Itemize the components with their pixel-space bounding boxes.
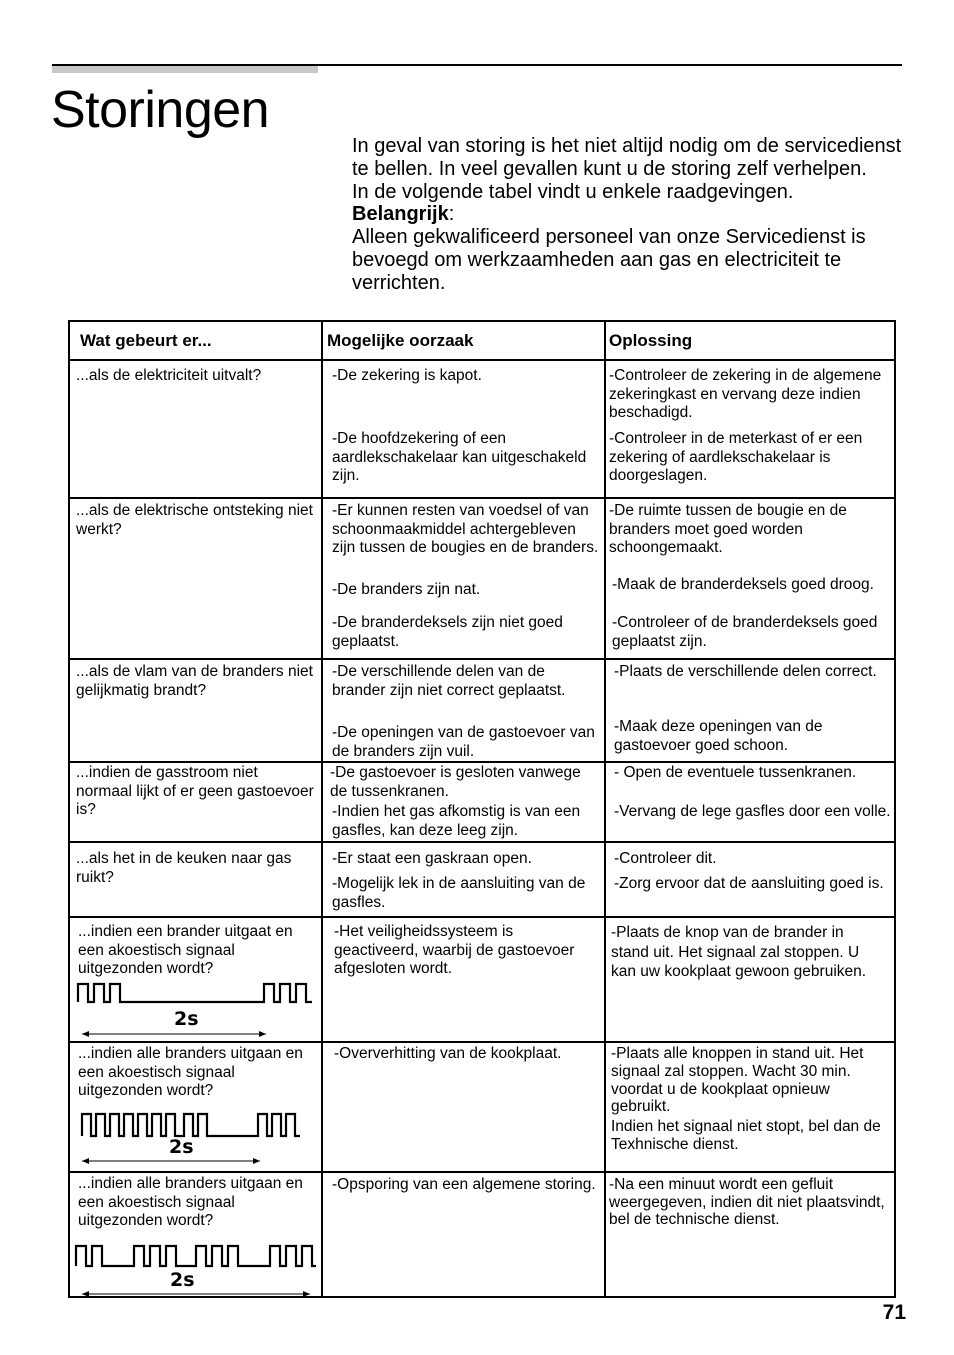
row4-what: ...indien de gasstroom niet normaal lijkt of er geen gastoevoer is? <box>76 764 314 818</box>
row8-solution-1: -Na een minuut wordt een gefluit weergegeven, indien dit niet plaatsvindt, bel de technische dienst. <box>609 1176 885 1228</box>
row7-solution-2: Indien het signaal niet stopt, bel dan de Texhnische dienst. <box>611 1118 881 1153</box>
row6-cause-1: -Het veiligheidssysteem is geactiveerd, waarbij de gastoevoer afgesloten wordt. <box>334 923 575 977</box>
row4-solution-2: -Vervang de lege gasfles door een volle. <box>614 803 891 820</box>
header-what: Wat gebeurt er... <box>80 331 212 350</box>
row6-what: ...indien een brander uitgaat en een akoestisch signaal uitgezonden wordt? <box>78 923 293 977</box>
page-title: Storingen <box>51 81 270 139</box>
row-divider <box>70 658 894 660</box>
row5-solution-1: -Controleer dit. <box>614 850 717 867</box>
row4-cause-2: -Indien het gas afkomstig is van een gasfles, kan deze leeg zijn. <box>332 803 581 839</box>
row7-solution-1: -Plaats alle knoppen in stand uit. Het signaal zal stoppen. Wacht 30 min. voordat u de kookplaat opnieuw gebruikt. <box>611 1045 864 1116</box>
beep-signal-diagram <box>76 978 320 1038</box>
signal-duration-label: 2s <box>169 1136 194 1158</box>
intro-paragraph-2: In de volgende tabel vindt u enkele raadgevingen. <box>352 180 794 203</box>
row2-what: ...als de elektrische ontsteking niet werkt? <box>76 502 313 538</box>
row1-solution-1: -Controleer de zekering in de algemene zekeringkast en vervang deze indien beschadigd. <box>609 367 882 421</box>
row2-cause-2: -De branders zijn nat. <box>332 581 481 598</box>
row5-cause-2: -Mogelijk lek in de aansluiting van de gasfles. <box>332 875 586 911</box>
intro-text <box>352 135 912 295</box>
row3-cause-2: -De openingen van de gastoevoer van de branders zijn vuil. <box>332 724 595 760</box>
header-cause: Mogelijke oorzaak <box>327 331 474 350</box>
row2-solution-1: -De ruimte tussen de bougie en de branders moet goed worden schoongemaakt. <box>609 502 847 556</box>
important-colon: : <box>448 203 455 226</box>
row2-solution-3: -Controleer of de branderdeksels goed geplaatst zijn. <box>612 614 878 650</box>
row-divider <box>70 761 894 763</box>
signal-duration-label: 2s <box>174 1008 199 1030</box>
row3-what: ...als de vlam van de branders niet gelijkmatig brandt? <box>76 663 313 699</box>
row3-solution-2: -Maak deze openingen van de gastoevoer goed schoon. <box>614 718 823 754</box>
row1-solution-2: -Controleer in de meterkast of er een zekering of aardlekschakelaar is doorgeslagen. <box>609 430 863 484</box>
row5-solution-2: -Zorg ervoor dat de aansluiting goed is. <box>614 875 884 892</box>
row-divider <box>70 1041 894 1043</box>
troubleshooting-table <box>68 320 896 1298</box>
row-divider <box>70 359 894 361</box>
row-divider <box>70 841 894 843</box>
important-label: Belangrijk <box>352 203 449 226</box>
page-number: 71 <box>882 1301 906 1324</box>
row7-cause-1: -Oververhitting van de kookplaat. <box>334 1045 562 1062</box>
row2-solution-2: -Maak de branderdeksels goed droog. <box>612 576 874 593</box>
row7-what: ...indien alle branders uitgaan en een akoestisch signaal uitgezonden wordt? <box>78 1045 303 1099</box>
row5-cause-1: -Er staat een gaskraan open. <box>332 850 532 867</box>
intro-paragraph-1: In geval van storing is het niet altijd nodig om de servicedienst te bellen. In veel gevallen kunt u de storing zelf verhelpen. <box>352 135 902 180</box>
row3-cause-1: -De verschillende delen van de brander zijn niet correct geplaatst. <box>332 663 566 699</box>
intro-paragraph-3: Alleen gekwalificeerd personeel van onze Servicedienst is bevoegd om werkzaamheden aan gas en electriciteit te verrichten. <box>352 226 866 294</box>
column-divider <box>321 322 323 1296</box>
row1-cause-1: -De zekering is kapot. <box>332 367 482 384</box>
row-divider <box>70 497 894 499</box>
row-divider <box>70 916 894 918</box>
beep-signal-diagram <box>74 1238 318 1300</box>
row6-solution-1: -Plaats de knop van de brander in stand uit. Het signaal zal stoppen. U kan uw kookplaat gewoon gebruiken. <box>611 924 867 980</box>
row2-cause-3: -De branderdeksels zijn niet goed geplaatst. <box>332 614 563 650</box>
row4-solution-1: - Open de eventuele tussenkranen. <box>614 764 857 781</box>
row3-solution-1: -Plaats de verschillende delen correct. <box>614 663 877 680</box>
row-divider <box>70 1171 894 1173</box>
column-divider <box>604 322 606 1296</box>
beep-signal-diagram <box>80 1106 320 1166</box>
header-solution: Oplossing <box>609 331 693 350</box>
row1-what: ...als de elektriciteit uitvalt? <box>76 367 262 384</box>
row5-what: ...als het in de keuken naar gas ruikt? <box>76 850 292 886</box>
row8-cause-1: -Opsporing van een algemene storing. <box>332 1176 596 1193</box>
row4-cause-1: -De gastoevoer is gesloten vanwege de tussenkranen. <box>330 764 581 800</box>
row8-what: ...indien alle branders uitgaan en een akoestisch signaal uitgezonden wordt? <box>78 1175 303 1229</box>
title-accent-bar <box>52 66 318 73</box>
intro-important <box>352 203 912 226</box>
row1-cause-2: -De hoofdzekering of een aardlekschakelaar kan uitgeschakeld zijn. <box>332 430 587 484</box>
row2-cause-1: -Er kunnen resten van voedsel of van schoonmaakmiddel achtergebleven zijn tussen de bougies en de branders. <box>332 502 599 556</box>
signal-duration-label: 2s <box>170 1269 195 1291</box>
